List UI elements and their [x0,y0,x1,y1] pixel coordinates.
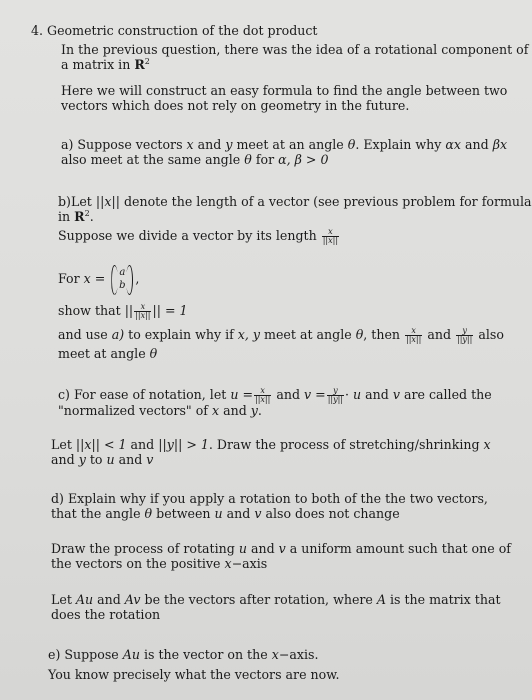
part-c-text: c) For ease of notation, let u = $\frac{x}{||x||}$ and v = $\frac{y}{||y||}$ · u and v are called the [58,386,492,404]
part-e-text: e) Suppose Au is the vector on the x−axis. [48,647,319,662]
part-b-show: show that || $\frac{x}{||x||}$ || = 1 [58,302,188,320]
part-a-text: also meet at the same angle θ for α, β > 0 [61,152,329,167]
part-b-use: meet at angle θ [58,346,158,361]
part-d-draw: Draw the process of rotating u and v a uniform amount such that one of [51,541,511,556]
part-b-text: Suppose we divide a vector by its length $\frac{x}{||x||}$ [58,227,339,245]
intro-text: a matrix in $R^2$ [61,57,150,72]
part-b-text: b)Let ||x|| denote the length of a vector (see previous problem for formula [58,194,532,209]
part-c-text: "normalized vectors" of x and y. [58,403,262,418]
part-c-let: and y to u and v [51,452,154,467]
part-d-draw: the vectors on the positive x−axis [51,556,268,571]
part-d-text: that the angle θ between u and v also does not change [51,506,400,521]
part-d-let: does the rotation [51,607,161,622]
intro-text: vectors which does not rely on geometry in the future. [61,98,410,113]
part-d-let: Let Au and Av be the vectors after rotation, where A is the matrix that [51,592,501,607]
part-e-text: You know precisely what the vectors are now. [48,667,340,682]
part-d-text: d) Explain why if you apply a rotation to both of the the two vectors, [51,491,488,506]
column-vector-ab: a b [111,265,133,295]
part-c-let: Let ||x|| < 1 and ||y|| > 1. Draw the process of stretching/shrinking x [51,437,491,452]
part-b-text: in $R^2$. [58,209,94,224]
part-a-text: a) Suppose vectors x and y meet at an angle θ. Explain why αx and βx [61,137,508,152]
intro-text: In the previous question, there was the idea of a rotational component of [61,42,529,57]
intro-text: Here we will construct an easy formula to find the angle between two [61,83,508,98]
fraction-x-over-norm: $\frac{x}{||x||}$ [322,227,339,245]
part-b-vector-def: For x = a b , [58,264,139,295]
question-title: 4. Geometric construction of the dot product [31,23,318,38]
part-b-use: and use a) to explain why if x, y meet at angle θ, then $\frac{x}{||x||}$ and $\frac{y}{||y||}$ also [58,326,504,344]
